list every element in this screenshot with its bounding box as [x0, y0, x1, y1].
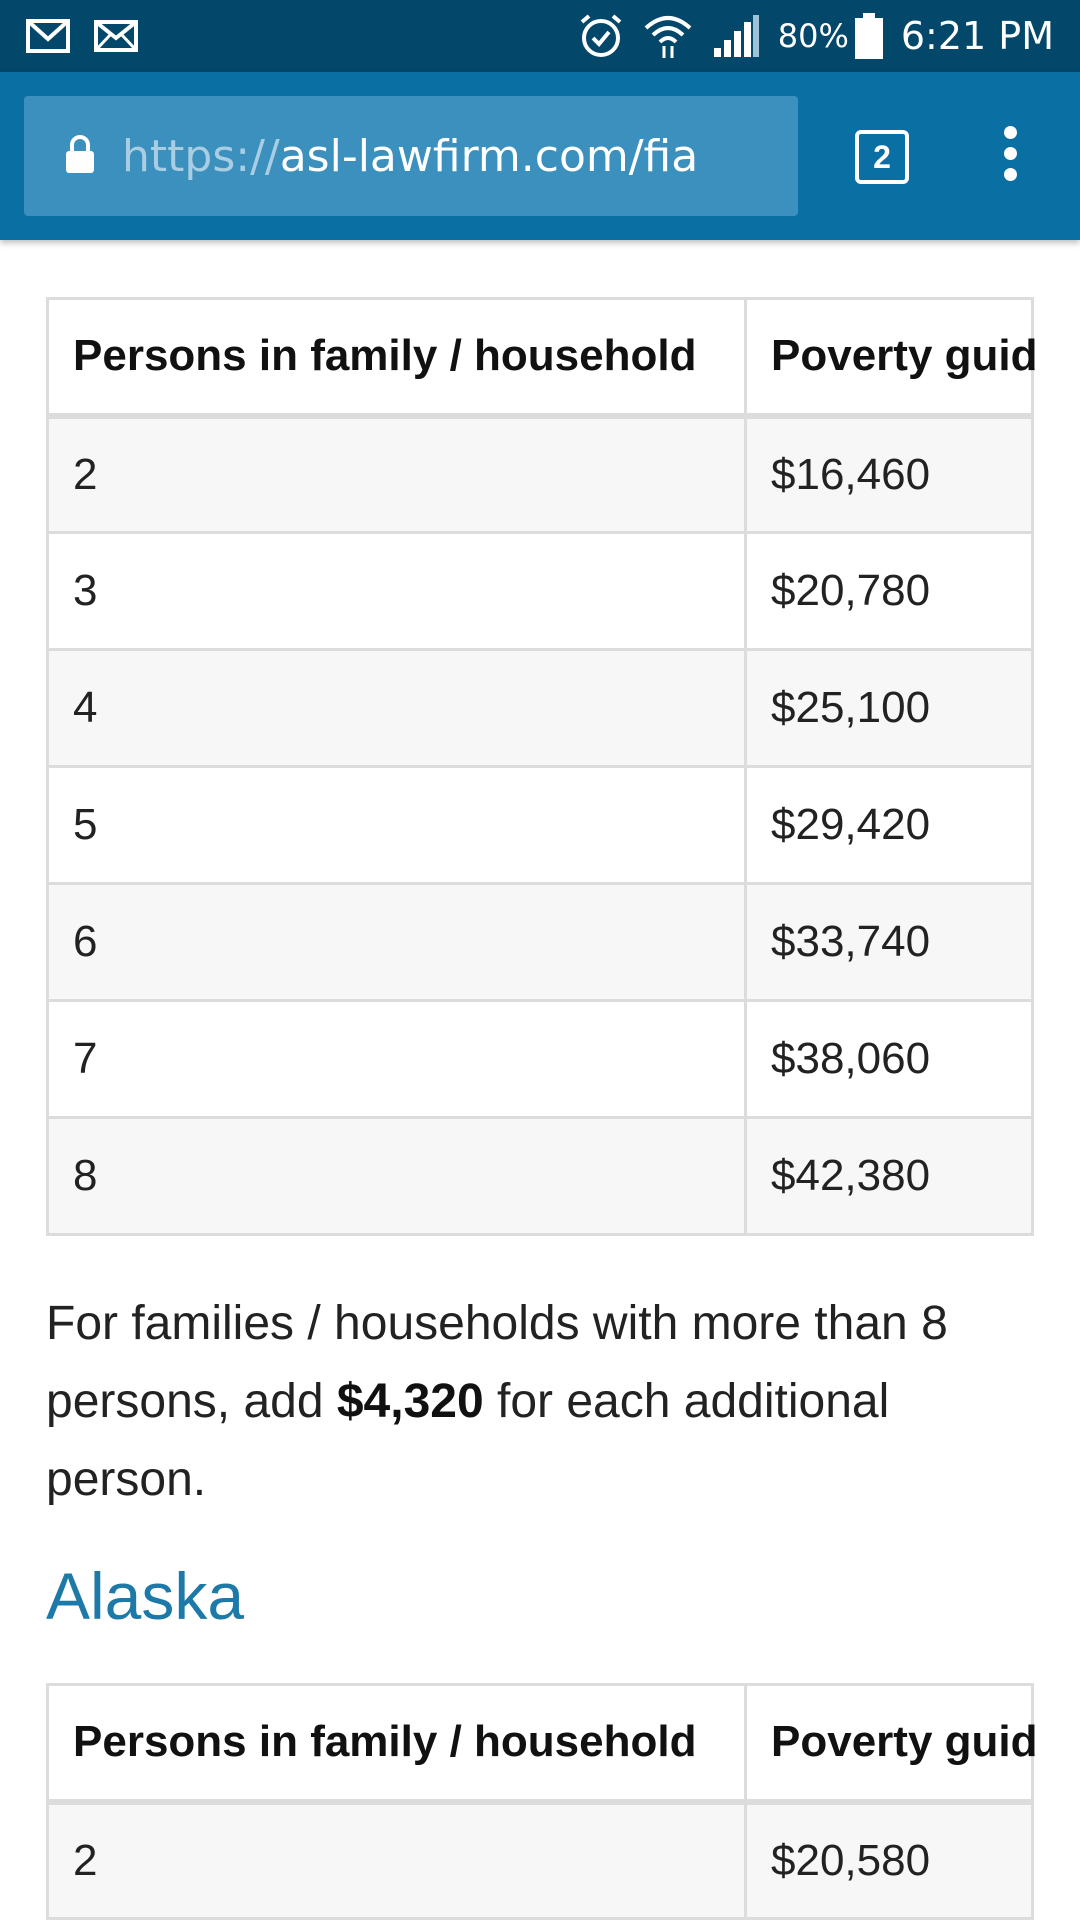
status-bar [0, 0, 1080, 72]
overflow-menu-icon[interactable] [998, 126, 1022, 186]
table-row [48, 767, 1033, 884]
persons-cell: 7 [48, 1001, 746, 1118]
browser-toolbar [0, 72, 1080, 240]
poverty-table-dc [46, 297, 1038, 1236]
section-heading-alaska: Alaska [46, 1559, 245, 1633]
persons-cell: 4 [48, 650, 746, 767]
table-header-row [48, 299, 1033, 416]
alarm-icon [578, 13, 624, 59]
table-row [48, 533, 1033, 650]
notification-icons [26, 19, 162, 53]
note-text-before: For families / households with more than 8 persons, add [46, 1297, 948, 1428]
mail-icon [94, 20, 138, 52]
note-amount: $4,320 [336, 1375, 484, 1428]
tab-switcher-button[interactable]: 2 [855, 130, 909, 184]
column-header-persons: Persons in family / household [48, 299, 746, 416]
url-host: asl-lawfirm.com/fia [279, 130, 699, 182]
guideline-cell: $25,100 [746, 650, 1033, 767]
persons-cell: 2 [48, 416, 746, 533]
poverty-table-alaska [46, 1683, 1038, 1920]
lock-icon [64, 134, 96, 179]
url-bar[interactable] [24, 96, 798, 216]
table-row [48, 650, 1033, 767]
column-header-persons: Persons in family / household [48, 1685, 746, 1802]
guideline-cell: $20,780 [746, 533, 1033, 650]
clock: 6:21 PM [900, 14, 1054, 58]
guideline-cell: $33,740 [746, 884, 1033, 1001]
persons-cell: 8 [48, 1118, 746, 1235]
table-row [48, 1802, 1033, 1919]
table-row [48, 1118, 1033, 1235]
table-row [48, 416, 1033, 533]
guideline-cell: $42,380 [746, 1118, 1033, 1235]
url-text[interactable] [122, 131, 698, 182]
battery-icon [855, 13, 883, 59]
page-content [0, 240, 1080, 1920]
wifi-icon [642, 12, 694, 60]
url-scheme: https:// [122, 130, 280, 182]
system-icons [560, 12, 1054, 60]
guideline-cell: $16,460 [746, 416, 1033, 533]
table-row [48, 1001, 1033, 1118]
guideline-cell: $38,060 [746, 1001, 1033, 1118]
persons-cell: 6 [48, 884, 746, 1001]
table-header-row [48, 1685, 1033, 1802]
persons-cell: 5 [48, 767, 746, 884]
persons-cell: 3 [48, 533, 746, 650]
gmail-icon [26, 19, 70, 53]
table-row [48, 884, 1033, 1001]
signal-icon [712, 14, 760, 58]
guideline-cell: $29,420 [746, 767, 1033, 884]
column-header-poverty: Poverty guid [746, 299, 1033, 416]
battery-percent: 80% [777, 17, 849, 55]
guideline-cell: $20,580 [746, 1802, 1033, 1919]
persons-cell: 2 [48, 1802, 746, 1919]
additional-person-note [46, 1285, 1026, 1519]
column-header-poverty: Poverty guid [746, 1685, 1033, 1802]
note-text-after: for each additional person. [46, 1375, 890, 1506]
